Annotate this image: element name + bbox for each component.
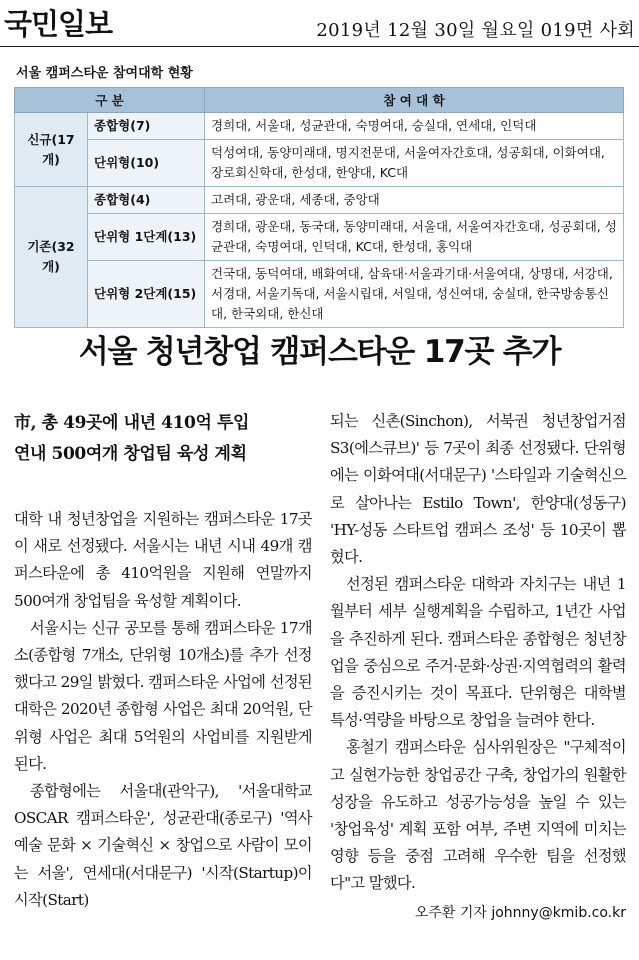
participants-table-section [14, 56, 624, 328]
header-group: 구 분 [15, 88, 205, 113]
type-cell: 종합형(4) [88, 187, 205, 214]
header-participants: 참 여 대 학 [205, 88, 624, 113]
type-cell: 단위형 2단계(15) [88, 261, 205, 328]
schools-cell: 경희대, 광운대, 동국대, 동양미래대, 서울대, 서울여자간호대, 성공회대, 성균관대, 숙명여대, 인덕대, KC대, 한성대, 홍익대 [205, 214, 624, 261]
table-row [15, 113, 624, 140]
article-column-left [14, 408, 312, 914]
newspaper-logo: 국민일보 [4, 7, 113, 41]
dateline: 2019년 12월 30일 월요일 019면 사회 [316, 20, 635, 41]
article-paragraph: 되는 신촌(Sinchon), 서북권 청년창업거점 S3(에스큐브)' 등 7곳이 최종 선정됐다. 단위형에는 이화여대(서대문구) '스타일과 기술혁신으로 살아나는 Estilo Town', 한양대(성동구) 'HY-성동 스타트업 캠퍼스 조성' 등 10곳이 뽑혔다. [330, 412, 626, 567]
article-paragraph: 서울시는 신규 공모를 통해 캠퍼스타운 17개소(종합형 7개소, 단위형 10개소)를 추가 선정했다고 29일 밝혔다. 캠퍼스타운 사업에 선정된 대학은 2020년 종합형 사업은 최대 20억원, 단위형 사업은 최대 5억원의 사업비를 지원받게 된다. [14, 618, 312, 773]
subhead-line-2: 연내 500여개 창업팀 육성 계획 [14, 444, 247, 464]
table-row [15, 214, 624, 261]
subhead-line-1: 市, 총 49곳에 내년 410억 투입 [14, 413, 250, 433]
masthead-rule [0, 46, 639, 47]
schools-cell: 덕성여대, 동양미래대, 명지전문대, 서울여자간호대, 성공회대, 이화여대, 장로회신학대, 한성대, 한양대, KC대 [205, 140, 624, 187]
article-paragraph: 선정된 캠퍼스타운 대학과 자치구는 내년 1월부터 세부 실행계획을 수립하고, 1년간 사업을 추진하게 된다. 캠퍼스타운 종합형은 청년창업을 중심으로 주거·문화·상권·지역협력의 활력을 증진시키는 것이 목표다. 단위형은 대학별 특성·역량을 바탕으로 창업을 늘려야 한다. [330, 575, 626, 730]
table-row [15, 187, 624, 214]
schools-cell: 경희대, 서울대, 성균관대, 숙명여대, 숭실대, 연세대, 인덕대 [205, 113, 624, 140]
byline: 오주환 기자 johnny@kmib.co.kr [414, 904, 626, 921]
group-label-existing: 기존(32개) [15, 187, 88, 328]
type-cell: 종합형(7) [88, 113, 205, 140]
participants-table [14, 87, 624, 328]
article-column-right [330, 408, 626, 927]
article-paragraph: 홍철기 캠퍼스타운 심사위원장은 "구체적이고 실현가능한 창업공간 구축, 창업가의 원활한 성장을 유도하고 성공가능성을 높일 수 있는 '창업육성' 계획 포함 여부, 주변 지역에 미치는 영향 등을 중점 고려해 우수한 팀을 선정했다"고 말했다. [330, 738, 626, 893]
article-paragraph: 종합형에는 서울대(관악구), '서울대학교 OSCAR 캠퍼스타운', 성균관대(종로구) '역사 예술 문화 × 기술혁신 × 창업으로 사람이 모이는 서울', 연세대(서대문구) '시작(Startup)이 시작(Start) [14, 782, 312, 909]
type-cell: 단위형 1단계(13) [88, 214, 205, 261]
group-label-new: 신규(17개) [15, 113, 88, 187]
article-headline: 서울 청년창업 캠퍼스타운 17곳 추가 [78, 334, 561, 370]
table-row [15, 140, 624, 187]
type-cell: 단위형(10) [88, 140, 205, 187]
masthead [0, 0, 639, 52]
article-paragraph: 대학 내 청년창업을 지원하는 캠퍼스타운 17곳이 새로 선정됐다. 서울시는 내년 시내 49개 캠퍼스타운에 총 410억원을 지원해 연말까지 500여개 창업팀을 육성할 계획이다. [14, 510, 312, 610]
table-title: 서울 캠퍼스타운 참여대학 현황 [16, 66, 193, 81]
table-row [15, 261, 624, 328]
schools-cell: 건국대, 동덕여대, 배화여대, 삼육대·서울과기대·서울여대, 상명대, 서강대, 서경대, 서울기독대, 서울시립대, 서일대, 성신여대, 숭실대, 한국방송통신대, 한국외대, 한신대 [205, 261, 624, 328]
article-subhead [14, 408, 312, 470]
schools-cell: 고려대, 광운대, 세종대, 중앙대 [205, 187, 624, 214]
table-header-row [15, 88, 624, 113]
